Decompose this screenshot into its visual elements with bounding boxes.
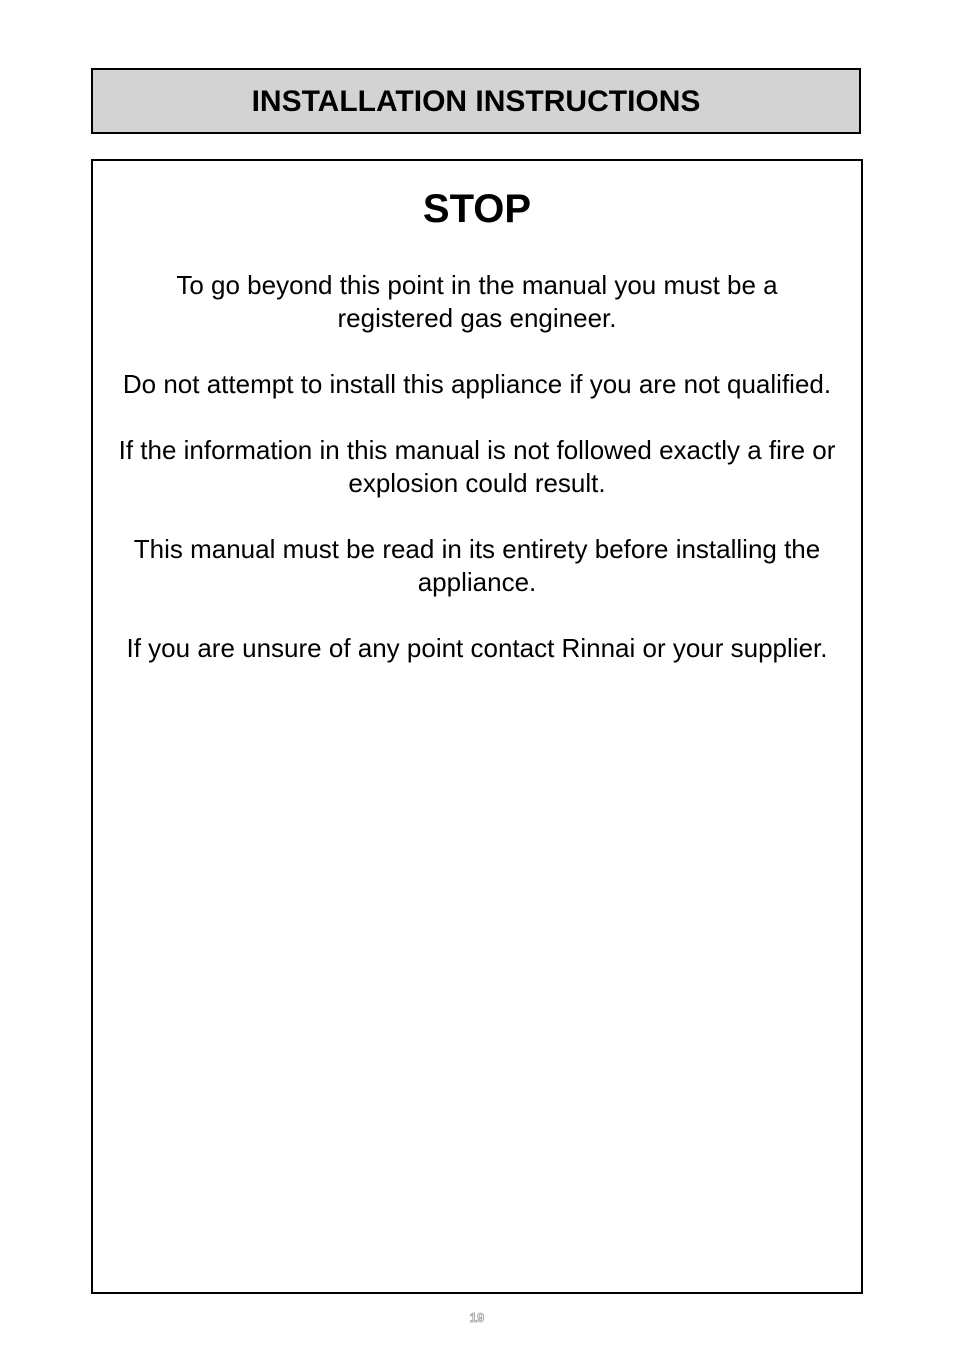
notice-paragraph-registered-engineer: To go beyond this point in the manual you must be a registered gas engineer. — [176, 270, 778, 333]
notice-paragraph-contact: If you are unsure of any point contact Rinnai or your supplier. — [126, 633, 828, 663]
stop-notice-box — [91, 159, 863, 1294]
notice-paragraph-fire-warning: If the information in this manual is not followed exactly a fire or explosion could result. — [118, 435, 836, 498]
section-header — [91, 68, 861, 134]
notice-paragraph-read-manual: This manual must be read in its entirety before installing the appliance. — [133, 534, 821, 597]
page-number: 19 — [469, 1310, 485, 1325]
notice-paragraphs — [93, 269, 861, 665]
section-title: INSTALLATION INSTRUCTIONS — [251, 85, 701, 118]
notice-paragraph-not-qualified: Do not attempt to install this appliance if you are not qualified. — [122, 369, 832, 399]
stop-heading: STOP — [422, 187, 532, 231]
